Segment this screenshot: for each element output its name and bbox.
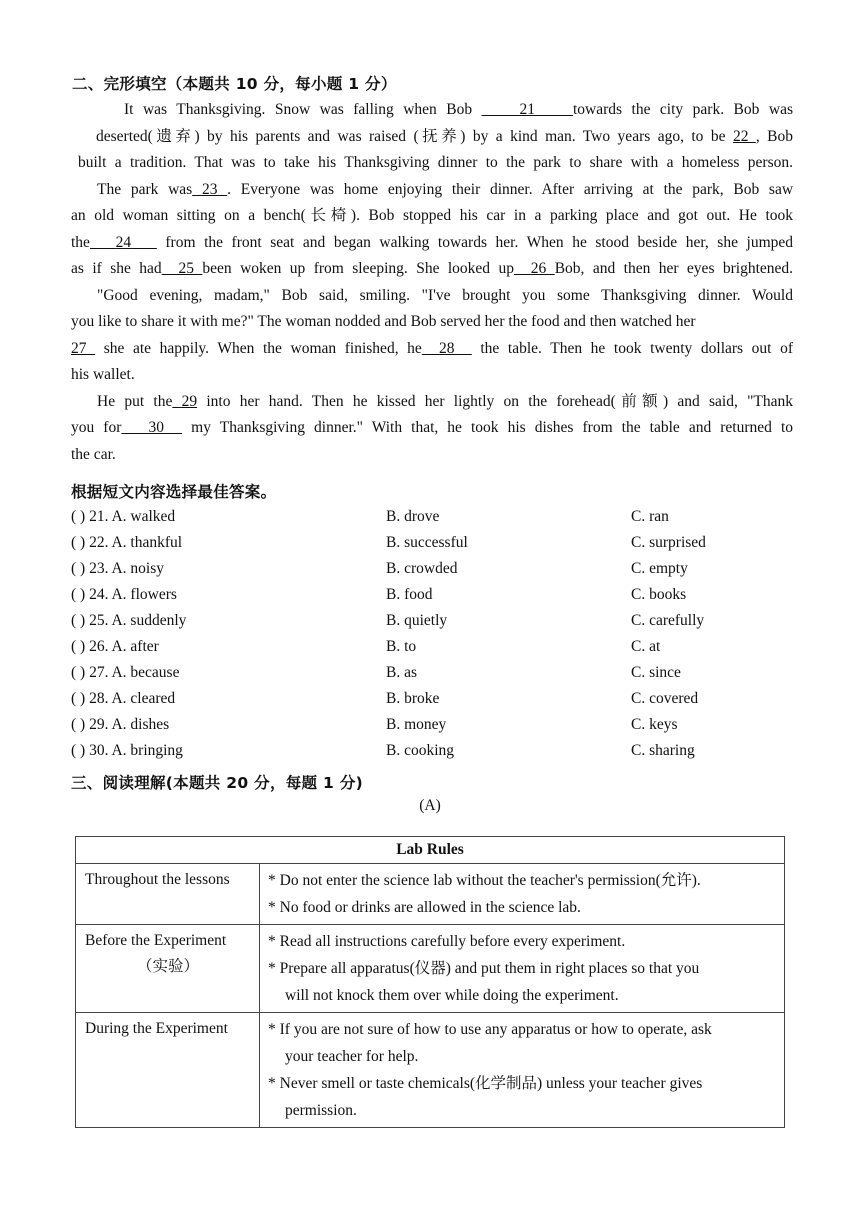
passage-line: deserted(遗弃) by his parents and was raised (抚养) by a kind man. Two years ago, to be 22 , Bob xyxy=(96,127,794,145)
rule-item: * Never smell or taste chemicals(化学制品) unless your teacher gives permission. xyxy=(268,1075,703,1119)
passage-line: you for 30 my Thanksgiving dinner." With that, he took his dishes from the table and returned to xyxy=(71,419,794,436)
passage-line: He put the 29 into her hand. Then he kissed her lightly on the forehead(前额) and said, "Thank xyxy=(97,392,794,410)
blank-28: 28 xyxy=(439,339,455,357)
question-row: ( ) 26. A. after B. to C. at xyxy=(71,638,661,655)
table-row xyxy=(76,1013,785,1128)
question-row: ( ) 21. A. walked B. drove C. ran xyxy=(71,508,669,525)
table-row xyxy=(76,864,785,925)
passage-line: built a tradition. That was to take his Thanksgiving dinner to the park to share with a homeless person. xyxy=(78,154,793,171)
phase-cell: Throughout the lessons xyxy=(76,864,260,925)
question-row: ( ) 22. A. thankful B. successful C. surprised xyxy=(71,534,706,551)
rules-cell xyxy=(260,925,785,1013)
passage-line: It was Thanksgiving. Snow was falling when Bob 21 towards the city park. Bob was xyxy=(124,101,793,118)
passage-line: the 24 from the front seat and began walking towards her. When he stood beside her, she jumped xyxy=(71,233,794,251)
rule-item: * Do not enter the science lab without the teacher's permission(允许). xyxy=(268,872,701,889)
blank-27: 27 xyxy=(71,339,87,357)
passage-line: 27 she ate happily. When the woman finished, he 28 the table. Then he took twenty dollars out of xyxy=(71,339,794,357)
blank-30: 30 xyxy=(148,419,165,436)
phase-cell: During the Experiment xyxy=(76,1013,260,1128)
blank-21: 21 xyxy=(519,101,536,118)
question-row: ( ) 23. A. noisy B. crowded C. empty xyxy=(71,560,688,577)
passage-label: (A) xyxy=(419,797,441,814)
passage-line: his wallet. xyxy=(71,366,135,383)
question-row: ( ) 25. A. suddenly B. quietly C. carefully xyxy=(71,612,705,629)
passage-line: "Good evening, madam," Bob said, smiling. "I've brought you some Thanksgiving dinner. Would xyxy=(97,286,793,304)
passage-line: The park was 23 . Everyone was home enjoying their dinner. After arriving at the park, Bob saw xyxy=(97,180,794,198)
rules-cell xyxy=(260,1013,785,1128)
blank-26: 26 xyxy=(530,260,547,277)
passage-line: an old woman sitting on a bench(长椅). Bob stopped his car in a parking place and got out. He took xyxy=(71,207,793,224)
blank-25: 25 xyxy=(178,260,194,277)
blank-24: 24 xyxy=(115,233,132,251)
blank-23: 23 xyxy=(201,180,218,198)
question-row: ( ) 30. A. bringing B. cooking C. sharing xyxy=(71,742,695,759)
rule-item: * Prepare all apparatus(仪器) and put them in right places so that you will not knock them over while doing the experiment. xyxy=(268,960,700,1004)
passage-line: the car. xyxy=(71,445,116,463)
rule-item: * Read all instructions carefully before every experiment. xyxy=(268,933,626,950)
lab-rules-table xyxy=(75,836,785,1128)
question-row: ( ) 29. A. dishes B. money C. keys xyxy=(71,716,678,733)
passage-line: you like to share it with me?" The woman nodded and Bob served her the food and then watched her xyxy=(71,313,696,330)
question-row: ( ) 24. A. flowers B. food C. books xyxy=(71,586,687,603)
phase-cell: Before the Experiment （实验） xyxy=(76,925,260,1013)
cloze-instruction: 根据短文内容选择最佳答案。 xyxy=(71,483,277,501)
table-title: Lab Rules xyxy=(76,837,785,864)
blank-29: 29 xyxy=(181,392,198,410)
cloze-heading: 二、完形填空（本题共 10 分，每小题 1 分） xyxy=(72,75,397,93)
rule-item: * If you are not sure of how to use any apparatus or how to operate, ask your teacher for help. xyxy=(268,1021,712,1065)
passage-line: as if she had 25 been woken up from sleeping. She looked up 26 Bob, and then her eyes brightened. xyxy=(71,260,794,277)
question-row: ( ) 28. A. cleared B. broke C. covered xyxy=(71,690,699,707)
question-row: ( ) 27. A. because B. as C. since xyxy=(71,664,681,681)
reading-heading: 三、阅读理解(本题共 20 分，每题 1 分) xyxy=(71,774,364,792)
cloze-passage xyxy=(71,97,793,468)
blank-22: 22 xyxy=(732,127,749,145)
rules-cell xyxy=(260,864,785,925)
table-row xyxy=(76,925,785,1013)
rule-item: * No food or drinks are allowed in the science lab. xyxy=(268,899,581,916)
